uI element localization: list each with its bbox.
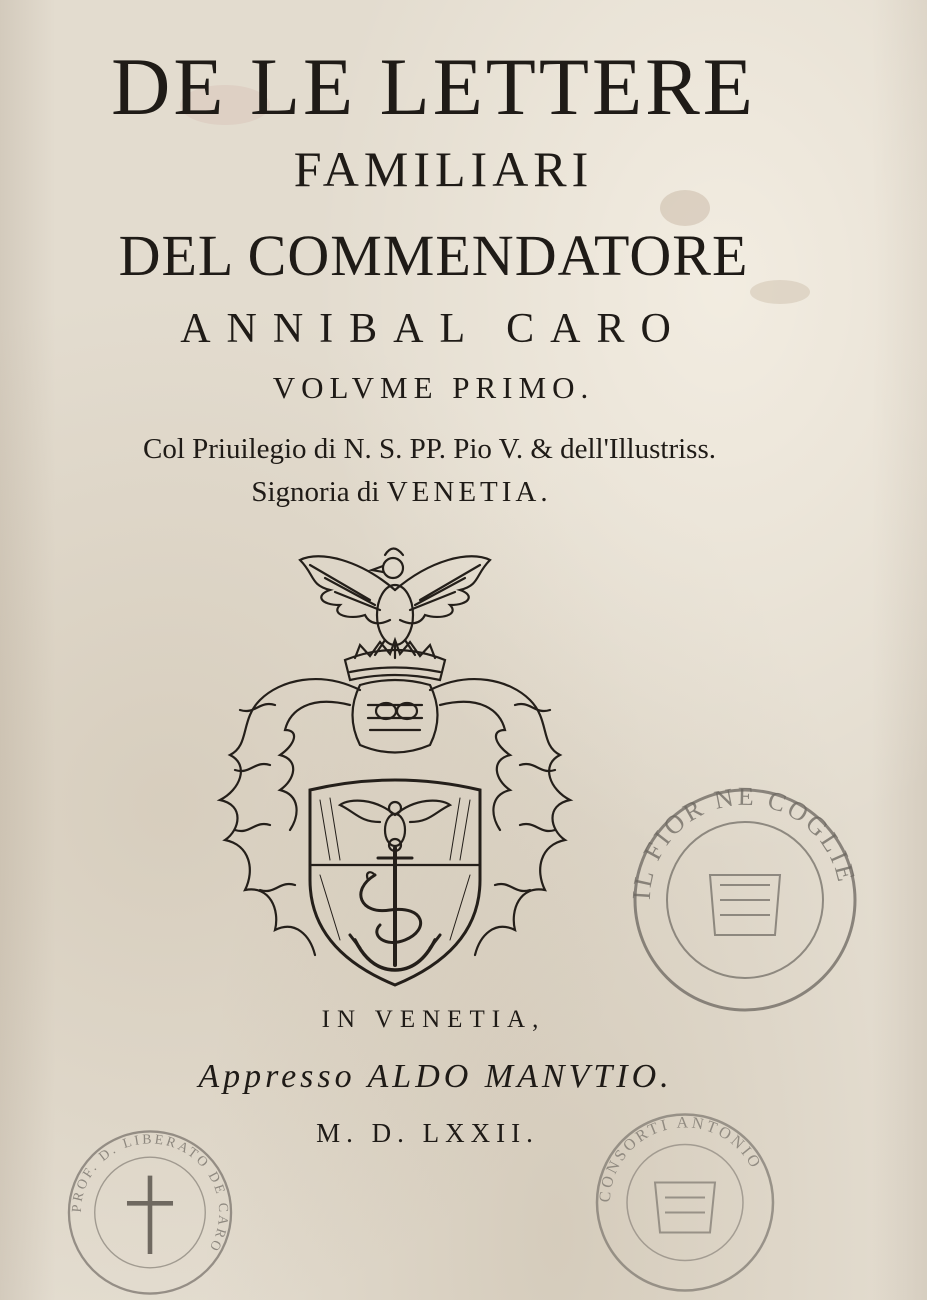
title-line-3: DEL COMMENDATORE <box>118 223 749 288</box>
title-line-2: FAMILIARI <box>293 141 594 197</box>
svg-text:IL FIOR NE COGLIE <box>627 782 862 901</box>
privilege-line-1: Col Priuilegio di N. S. PP. Pio V. & dell'Illustriss. <box>143 433 716 465</box>
title-line-1: DE LE LETTERE <box>111 41 756 132</box>
privilege-line-2-prefix: Signoria di <box>251 476 380 508</box>
printers-mark-icon <box>200 530 590 1000</box>
imprint-publisher: Appresso ALDO MANVTIO. <box>198 1058 673 1095</box>
stamp-right-text: IL FIOR NE COGLIE <box>626 781 862 901</box>
svg-text:CONSORTI ANTONIO <box>597 1114 765 1203</box>
privilege-line-2 <box>0 476 865 509</box>
stamp-bottom-left-text: PROF. D. LIBERATO DE CARO <box>68 1131 232 1256</box>
library-stamp-right <box>625 780 865 1020</box>
library-stamp-bottom-right <box>590 1105 780 1300</box>
volume-label: VOLVME PRIMO. <box>272 370 595 405</box>
imprint-place: IN VENETIA, <box>321 1006 546 1033</box>
privilege-line-2-caps: VENETIA. <box>386 476 552 508</box>
imprint-year: M. D. LXXII. <box>316 1118 539 1148</box>
library-stamp-bottom-left <box>55 1125 245 1300</box>
author-name: ANNIBAL CARO <box>180 306 687 352</box>
stamp-bottom-right-text: CONSORTI ANTONIO <box>596 1114 765 1203</box>
